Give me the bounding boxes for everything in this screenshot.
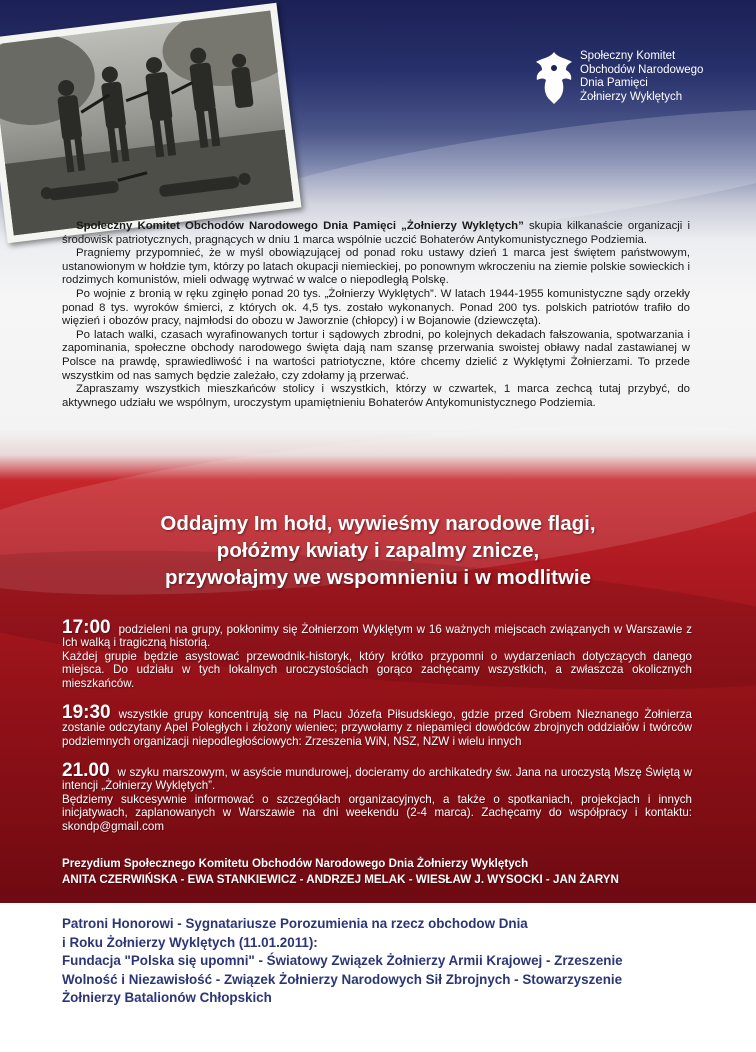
- patrons-line: Wolność i Niezawisłość - Związek Żołnierzy Narodowych Sił Zbrojnych - Stowarzyszenie: [62, 971, 623, 987]
- intro-paragraph: Po latach walki, czasach wyrafinowanych tortur i sądowych zbrodni, po kolejnych dekadach fałszowania, spotwarzania i zapominania, społeczne obchody narodowego święta dają nam szansę przerwania swoistej obławy nadal zastawianej w Polsce na prawdę, sprawiedliwość i na wartości patriotyczne, które chcemy dzielić z Wyklętymi Żołnierzami. To przede wszystkim od nas samych będzie zależało, czy zdołamy ją przerwać.: [62, 328, 690, 382]
- slogan-line: połóżmy kwiaty i zapalmy znicze,: [216, 539, 540, 562]
- event-description: w szyku marszowym, w asyście mundurowej, docieramy do archikatedry św. Jana na uroczystą Mszę Świętą w intencji „Żołnierzy Wyklętych”.: [62, 766, 692, 793]
- partisans-photo-image: [0, 11, 294, 236]
- schedule-item-1700: [62, 617, 692, 690]
- logo-line: Społeczny Komitet: [580, 50, 676, 62]
- intro-paragraph: Zapraszamy wszystkich mieszkańców stolicy i wszystkich, którzy w czwartek, 1 marca zechcą tutaj przybyć, do aktywnego udziału we wspólnym, uroczystym upamiętnieniu Bohaterów Antykomunistycznego Podziemia.: [62, 383, 690, 409]
- slogan: [40, 510, 716, 591]
- event-details: Będziemy sukcesywnie informować o szczegółach organizacyjnych, a także o spotkaniach, projekcjach i innych inicjatywach, zaplanowanych w Warszawie na dni weekendu (2-4 marca). Zachęcamy do współpracy i kontaktu: skondp@gmail.com: [62, 792, 692, 833]
- schedule-item-2100: [62, 760, 692, 833]
- patrons-line: i Roku Żołnierzy Wyklętych (11.01.2011):: [62, 934, 318, 950]
- honorary-patrons: [0, 903, 756, 1052]
- presidium: [62, 856, 702, 888]
- intro-text: [62, 220, 690, 410]
- committee-name: Społeczny Komitet Obchodów Narodowego Dnia Pamięci „Żołnierzy Wyklętych”: [76, 220, 524, 232]
- logo-line: Obchodów Narodowego: [580, 63, 704, 76]
- patrons-line: Żołnierzy Batalionów Chłopskich: [62, 990, 272, 1005]
- event-description: podzieleni na grupy, pokłonimy się Żołnierzom Wyklętym w 16 ważnych miejscach związanych w Warszawie z Ich walką i tragiczną historią.: [62, 623, 692, 650]
- partisans-photo: [0, 3, 301, 244]
- event-time: 17:00: [62, 617, 111, 638]
- patrons-line: Patroni Honorowi - Sygnatariusze Porozumienia na rzecz obchodow Dnia: [62, 916, 528, 931]
- presidium-title: Prezydium Społecznego Komitetu Obchodów Narodowego Dnia Żołnierzy Wyklętych: [62, 857, 529, 870]
- event-details: Każdej grupie będzie asystować przewodnik-historyk, który krótko przypomni o wydarzeniach dotyczących danego miejsca. Do udziału w tych lokalnych uroczystościach gorąco zachęcamy wszystkich, a zwłaszcza okolicznych mieszkańców.: [62, 649, 692, 690]
- logo-line: Żołnierzy Wyklętych: [580, 90, 683, 103]
- committee-logo: [532, 48, 732, 112]
- eagle-icon: [532, 48, 576, 106]
- event-description: wszystkie grupy koncentrują się na Placu Józefa Piłsudskiego, gdzie przed Grobem Nieznanego Żołnierza zostanie odczytany Apel Poległych i złożony wieniec; przywołamy z niepamięci dowódców zbrojnych oddziałów i twórców podziemnych organizacji niepodległościowych: Zrzeszenia WiN, NSZ, NZW i wielu innych: [62, 708, 692, 748]
- event-time: 19:30: [62, 702, 111, 723]
- schedule-item-1930: [62, 702, 692, 748]
- intro-p1-text: skupia kilkanaście organizacji i środowisk patriotycznych, pragnących w dniu 1 marca wspólnie uczcić Bohaterów Antykomunistycznego Podziemia.: [62, 220, 690, 246]
- intro-paragraph: Pragniemy przypomnieć, że w myśl obowiązującej od ponad roku ustawy dzień 1 marca jest świętem państwowym, ustanowionym w hołdzie tym, którzy po latach okupacji niemieckiej, po ponownym wkroczeniu na ziemie polskie sowieckich i rodzimych komunistów, mieli odwagę wytrwać w walce o niepodległą Polskę.: [62, 247, 690, 287]
- logo-line: Dnia Pamięci: [580, 77, 648, 89]
- intro-paragraph: [62, 220, 690, 247]
- slogan-line: Oddajmy Im hołd, wywieśmy narodowe flagi,: [160, 512, 596, 535]
- intro-paragraph: Po wojnie z bronią w ręku zginęło ponad 20 tys. „Żołnierzy Wyklętych”. W latach 1944-1955 komunistyczne sądy orzekły ponad 8 tys. wyroków śmierci, z których ok. 4,5 tys. zostało wykonanych. Ponad 200 tys. polskich patriotów trafiło do więzień i obozów pracy, najmłodsi do obozu w Jaworznie (chłopcy) i w Bojanowie (dziewczęta).: [62, 287, 690, 328]
- presidium-names: ANITA CZERWIŃSKA - EWA STANKIEWICZ - ANDRZEJ MELAK - WIESŁAW J. WYSOCKI - JAN ŻARYN: [62, 873, 619, 886]
- event-time: 21.00: [62, 760, 110, 781]
- patrons-line: Fundacja "Polska się upomni" - Światowy Związek Żołnierzy Armii Krajowej - Zrzeszenie: [62, 953, 623, 968]
- logo-text: [580, 50, 703, 104]
- slogan-line: przywołajmy we wspomnieniu i w modlitwie: [164, 566, 591, 589]
